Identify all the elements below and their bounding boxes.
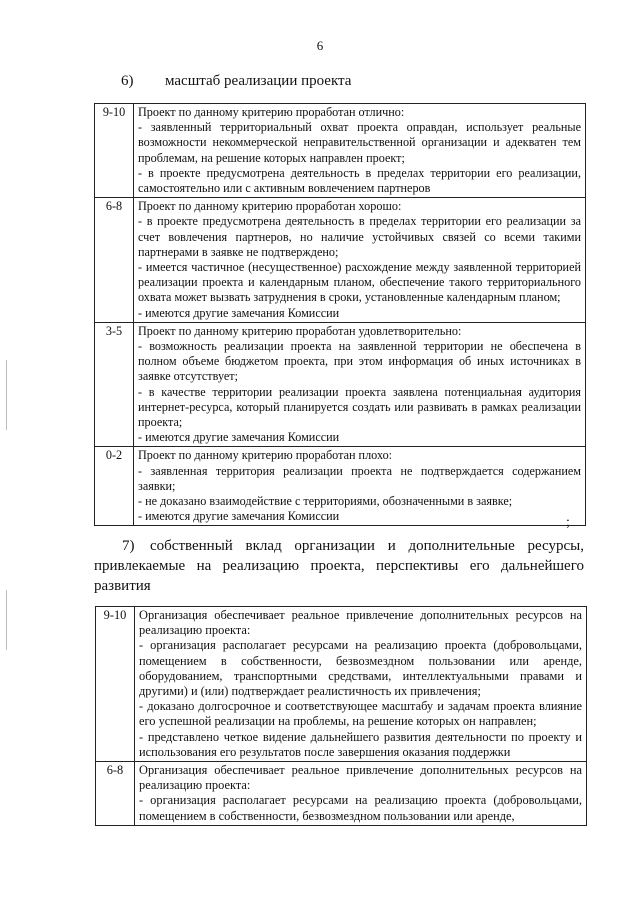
description-cell — [134, 322, 586, 447]
table-row — [95, 322, 586, 447]
description-line: - имеются другие замечания Комиссии — [138, 430, 340, 445]
description-line: - заявленный территориальный охват проекта оправдан, использует реальные возможности некоммерческой неправительственной организации и адекватен тем проблемам, на решение которых направлен проект; — [138, 120, 581, 165]
description-line: - в проекте предусмотрена деятельность в пределах территории его реализации за счет вовлечения партнеров, но наличие устойчивых связей со всеми такими партнерами в заявке не подтверждено; — [138, 214, 581, 259]
description-line: - имеются другие замечания Комиссии — [138, 305, 340, 320]
scan-edge-mark — [6, 360, 7, 430]
list-separator: ; — [566, 515, 570, 530]
section-6-title: масштаб реализации проекта — [165, 73, 352, 89]
page-number: 6 — [316, 38, 324, 53]
score-cell: 6-8 — [95, 198, 134, 323]
table-row — [95, 198, 586, 323]
table-row — [95, 447, 586, 526]
description-line: Проект по данному критерию проработан хорошо: — [138, 199, 402, 214]
description-line: - в проекте предусмотрена деятельность в пределах территории его реализации, самостоятельно или с активным вовлечением партнеров — [138, 165, 581, 196]
description-line: Проект по данному критерию проработан отлично: — [138, 105, 405, 119]
score-cell: 6-8 — [96, 762, 135, 826]
description-line: - имеются другие замечания Комиссии — [138, 509, 340, 524]
section-6-criteria-table — [94, 103, 586, 526]
section-7-number: 7) — [122, 538, 135, 554]
section-6-number: 6) — [121, 73, 134, 89]
description-line: Проект по данному критерию проработан удовлетворительно: — [138, 323, 462, 338]
description-line: - в качестве территории реализации проекта заявлена потенциальная аудитория интернет-ресурса, который планируется создать или развивать в рамках реализации проекта; — [138, 384, 581, 430]
scan-edge-mark — [6, 590, 7, 650]
description-line: Проект по данному критерию проработан плохо: — [138, 448, 393, 463]
section-6-heading — [121, 71, 351, 91]
description-line: - представлено четкое видение дальнейшего развития деятельности по проекту и использования его результатов после завершения оказания поддержки — [139, 729, 582, 759]
table-row — [96, 762, 587, 826]
score-cell: 0-2 — [95, 447, 134, 526]
table-row — [96, 607, 587, 762]
description-line: - заявленная территория реализации проекта не подтверждается содержанием заявки; — [138, 463, 581, 493]
section-7-heading — [94, 536, 584, 596]
description-line: - организация располагает ресурсами на реализацию проекта (добровольцами, помещением в собственности, безвозмездном пользовании или аренде, — [139, 793, 582, 823]
description-line: - организация располагает ресурсами на реализацию проекта (добровольцами, помещением в собственности, безвозмездном пользовании или аренде, оборудованием, транспортными средствами, интеллектуальными правами и другими) и (или) подтверждает реалистичность их привлечения; — [139, 638, 582, 699]
description-line: - доказано долгосрочное и соответствующее масштабу и задачам проекта влияние его успешной реализации на проблемы, на решение которых он направлен; — [139, 699, 582, 729]
description-cell — [134, 447, 586, 526]
description-cell — [134, 198, 586, 323]
description-line: - не доказано взаимодействие с территориями, обозначенными в заявке; — [138, 494, 513, 509]
section-7-title: собственный вклад организации и дополнительные ресурсы, привлекаемые на реализацию проекта, перспективы его дальнейшего развития — [94, 538, 584, 594]
score-cell: 9-10 — [96, 607, 135, 762]
table-row — [95, 104, 586, 198]
description-line: Организация обеспечивает реальное привлечение дополнительных ресурсов на реализацию проекта: — [139, 763, 582, 793]
description-line: Организация обеспечивает реальное привлечение дополнительных ресурсов на реализацию проекта: — [139, 608, 582, 638]
score-cell: 9-10 — [95, 104, 134, 198]
score-cell: 3-5 — [95, 322, 134, 447]
description-line: - возможность реализации проекта на заявленной территории не обеспечена в полном объеме бюджетом проекта, при этом информация об иных источниках в заявке отсутствует; — [138, 339, 581, 384]
description-cell — [135, 762, 587, 826]
description-cell — [135, 607, 587, 762]
section-7-criteria-table — [95, 606, 587, 826]
description-cell — [134, 104, 586, 198]
description-line: - имеется частичное (несущественное) расхождение между заявленной территорией реализации проекта и календарным планом, обеспечение такого территориального охвата может вызвать затруднения в сроки, установленные календарным планом; — [138, 260, 581, 305]
